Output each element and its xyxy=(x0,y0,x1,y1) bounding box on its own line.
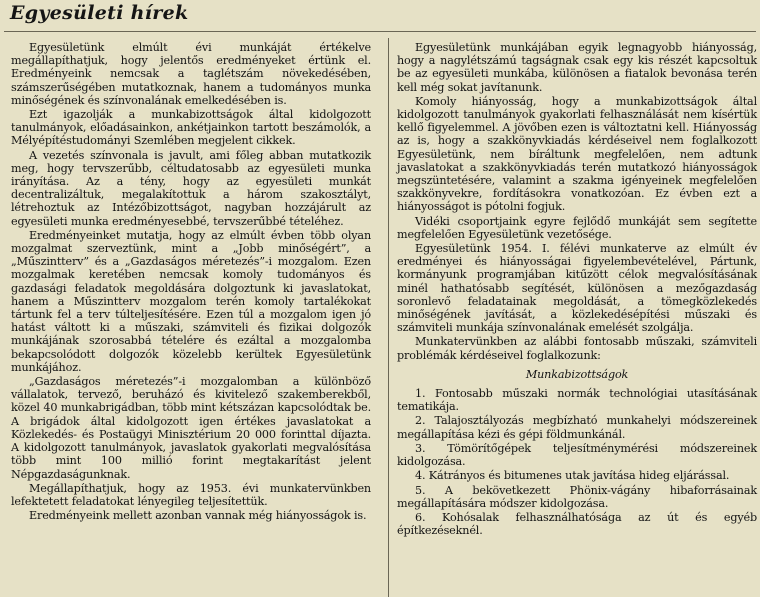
paragraph: Megállapíthatjuk, hogy az 1953. évi munkatervünkben lefektetett feladatokat lényegileg teljesítettük. xyxy=(11,481,371,508)
paragraph: A vezetés színvonala is javult, ami főleg abban mutatkozik meg, hogy tervszerűbb, céltudatosabb az egyesületi munka irányítása. Az a tény, hogy az egyesületi munkát decentralizáltuk, megalakítottuk a három szakosztályt, létrehoztuk az Intézőbizottságot, nagyban hozzájárult az egyesületi munka eredményesebbé, tervszerűbbé tételéhez. xyxy=(11,148,371,228)
paragraph: „Gazdaságos méretezés”-i mozgalomban a különböző vállalatok, tervező, beruházó és kivitelező szakemberekből, közel 40 munkabrigádban, több mint kétszázan kapcsolódtak be. A brigádok által kidolgozott igen értékes javaslatokat a Közlekedés- és Postaügyi Minisztérium 20 000 forinttal díjazta. A kidolgozott tanulmányok, javaslatok gyakorlati megvalósítása több mint 100 millió forint megtakarítást jelent Népgazdaságunknak. xyxy=(11,375,371,481)
left-column xyxy=(11,41,371,523)
paragraph: Egyesületünk elmúlt évi munkáját értékelve megállapíthatjuk, hogy jelentős eredményeket értünk el. Eredményeink nemcsak a taglétszám növekedésében, számszerűségében mutatkoznak, hanem a tudományos munka minőségének és színvonalának emelkedésében is. xyxy=(11,41,371,107)
paragraph: Eredményeink mellett azonban vannak még hiányosságok is. xyxy=(29,509,367,523)
list-item: 5. A bekövetkezett Phönix-vágány hibaforrásainak megállapítására módszer kidolgozása. xyxy=(397,483,757,510)
paragraph: Egyesületünk munkájában egyik legnagyobb hiányosság, hogy a nagylétszámú tagságnak csak egy kis részét kapcsoltuk be az egyesületi munkába, különösen a fiatalok bevonása terén kell még sokat javítanunk. xyxy=(397,41,757,94)
work-committee-list xyxy=(397,387,757,537)
list-item: 2. Talajosztályozás megbízható munkahelyi módszereinek megállapítása kézi és gépi földmunkánál. xyxy=(397,414,757,441)
list-item: 3. Tömörítőgépek teljesítménymérési módszereinek kidolgozása. xyxy=(397,441,757,469)
list-item: 1. Fontosabb műszaki normák technológiai utasításának tematikája. xyxy=(397,387,757,414)
paragraph: Vidéki csoportjaink egyre fejlődő munkáját sem segítette megfelelően Egyesületünk vezetősége. xyxy=(397,214,757,241)
paragraph: Komoly hiányosság, hogy a munkabizottságok által kidolgozott tanulmányok gyakorlati felhasználását nem kísértük kellő figyelemmel. A jövőben ezen is változtatni kell. Hiányosság az is, hogy a szakkönyvkiadás kérdéseivel nem foglalkozott Egyesületünk, nem bíráltunk megfelelően, nem adtunk javaslatokat a szakkönyvkiadás terén mutatkozó hiányosságok megszüntetésére, valamint a szakma igényeinek megfelelően szakkönyvekre, fordításokra vonatkozóan. Ez évben ezt a hiányosságot is pótolni fogjuk. xyxy=(397,94,757,214)
paragraph: Egyesületünk 1954. I. félévi munkaterve az elmúlt év eredményei és hiányosságai figyelembevételével, Pártunk, kormányunk programjában kitűzött célok megvalósításának minél hathatósabb segítését, különösen a mezőgazdaság soronlevő feladatainak megoldását, a tömegközlekedés minőségének javítását, a közlekedésépítési műszaki és számviteli munkája színvonalának emelését szolgálja. xyxy=(397,242,757,335)
list-item: 6. Kohósalak felhasználhatósága az út és egyéb építkezéseknél. xyxy=(397,510,757,538)
list-item: 4. Kátrányos és bitumenes utak javítása hideg eljárással. xyxy=(415,469,730,483)
paragraph: Eredményeinket mutatja, hogy az elmúlt évben több olyan mozgalmat szerveztünk, mint a „Jobb minőségért”, a „Műszintterv” és a „Gazdaságos méretezés”-i mozgalom. Ezen mozgalmak keretében nemcsak komoly tudományos és gazdasági feladatok megoldására dolgoztunk ki javaslatokat, hanem a Műszintterv mozgalom terén komoly tartalékokat tártunk fel a terv túlteljesítésére. Ezen túl a mozgalom igen jó hatást váltott ki a műszaki, számviteli és fizikai dolgozók munkájának szorosabbá tételére és ezáltal a mozgalomba bekapcsolódott dolgozók közelebb kerültek Egyesületünk munkájához. xyxy=(11,228,371,374)
paragraph: Ezt igazolják a munkabizottságok által kidolgozott tanulmányok, előadásainkon, ankétjainkon tartott beszámolók, a Mélyépítéstudományi Szemlében megjelent cikkek. xyxy=(11,108,371,148)
subheading: Munkabizottságok xyxy=(525,367,629,381)
column-divider xyxy=(388,38,389,597)
title-rule xyxy=(4,31,756,32)
paragraph: Munkatervünkben az alábbi fontosabb műszaki, számviteli problémák kérdéseivel foglalkozunk: xyxy=(397,335,757,362)
right-column xyxy=(397,41,757,538)
section-title: Egyesületi hírek xyxy=(10,2,189,24)
